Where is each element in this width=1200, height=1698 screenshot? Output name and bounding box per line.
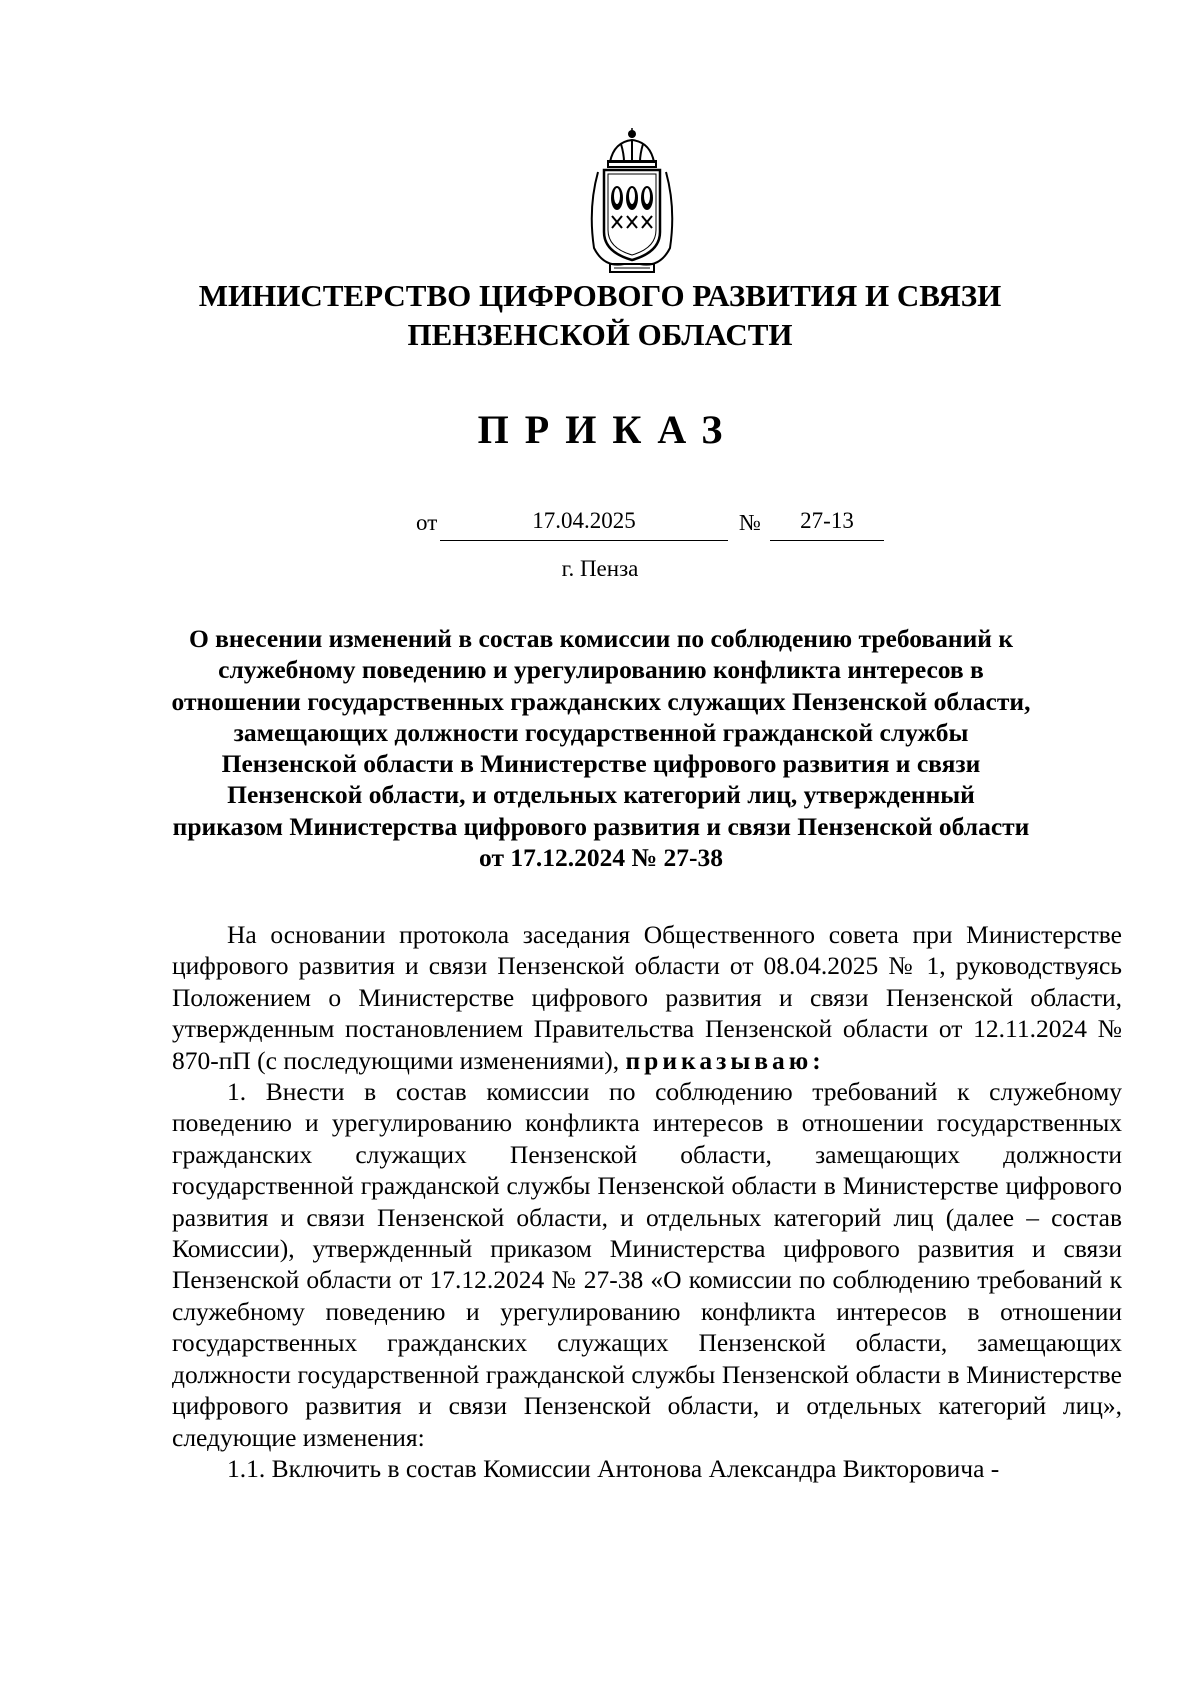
city: г. Пенза — [561, 556, 639, 581]
clause-1-paragraph: 1. Внести в состав комиссии по соблюдению требований к служебному поведению и урегулированию конфликта интересов в отношении государственных гражданских служащих Пензенской области, замещающих должности государственной гражданской службы Пензенской области в Министерстве цифрового развития и связи Пензенской области, и отдельных категорий лиц (далее – состав Комиссии), утвержденный приказом Министерства цифрового развития и связи Пензенской области от 17.12.2024 № 27-38 «О комиссии по соблюдению требований к служебному поведению и урегулированию конфликта интересов в отношении государственных гражданских служащих Пензенской области, замещающих должности государственной гражданской службы Пензенской области в Министерстве цифрового развития и связи Пензенской области, и отдельных категорий лиц», следующие изменения: — [172, 1077, 1122, 1452]
order-date-number-row — [0, 508, 1200, 542]
ministry-name-line1: МИНИСТЕРСТВО ЦИФРОВОГО РАЗВИТИЯ И СВЯЗИ — [198, 278, 1002, 313]
ministry-name — [0, 276, 1200, 354]
order-title: ПРИКАЗ — [477, 407, 739, 452]
order-subject: О внесении изменений в состав комиссии по соблюдению требований к служебному поведению и урегулированию конфликта интересов в отношении государственных гражданских служащих Пензенской области, замещающих должности государственной гражданской службы Пензенской области в Министерстве цифрового развития и связи Пензенской области, и отдельных категорий лиц, утвержденный приказом Министерства цифрового развития и связи Пензенской области от 17.12.2024 № 27-38 — [171, 624, 1031, 873]
number-sign: № — [739, 510, 761, 535]
order-date: 17.04.2025 — [440, 508, 728, 541]
preamble-text: На основании протокола заседания Общественного совета при Министерстве цифрового развития и связи Пензенской области от 08.04.2025 № 1, руководствуясь Положением о Министерстве цифрового развития и связи Пензенской области, утвержденным постановлением Правительства Пензенской области от 12.11.2024 № 870-пП (с последующими изменениями), — [172, 920, 1122, 1075]
coat-of-arms-emblem — [584, 128, 680, 278]
order-directive: приказываю: — [625, 1045, 825, 1075]
from-label: от — [416, 510, 438, 535]
ministry-name-line2: ПЕНЗЕНСКОЙ ОБЛАСТИ — [407, 317, 793, 352]
order-body — [172, 919, 1122, 1484]
preamble-paragraph — [172, 919, 1122, 1076]
order-number: 27-13 — [770, 508, 884, 541]
clause-1-1-paragraph: 1.1. Включить в состав Комиссии Антонова Александра Викторовича - — [227, 1453, 1000, 1483]
